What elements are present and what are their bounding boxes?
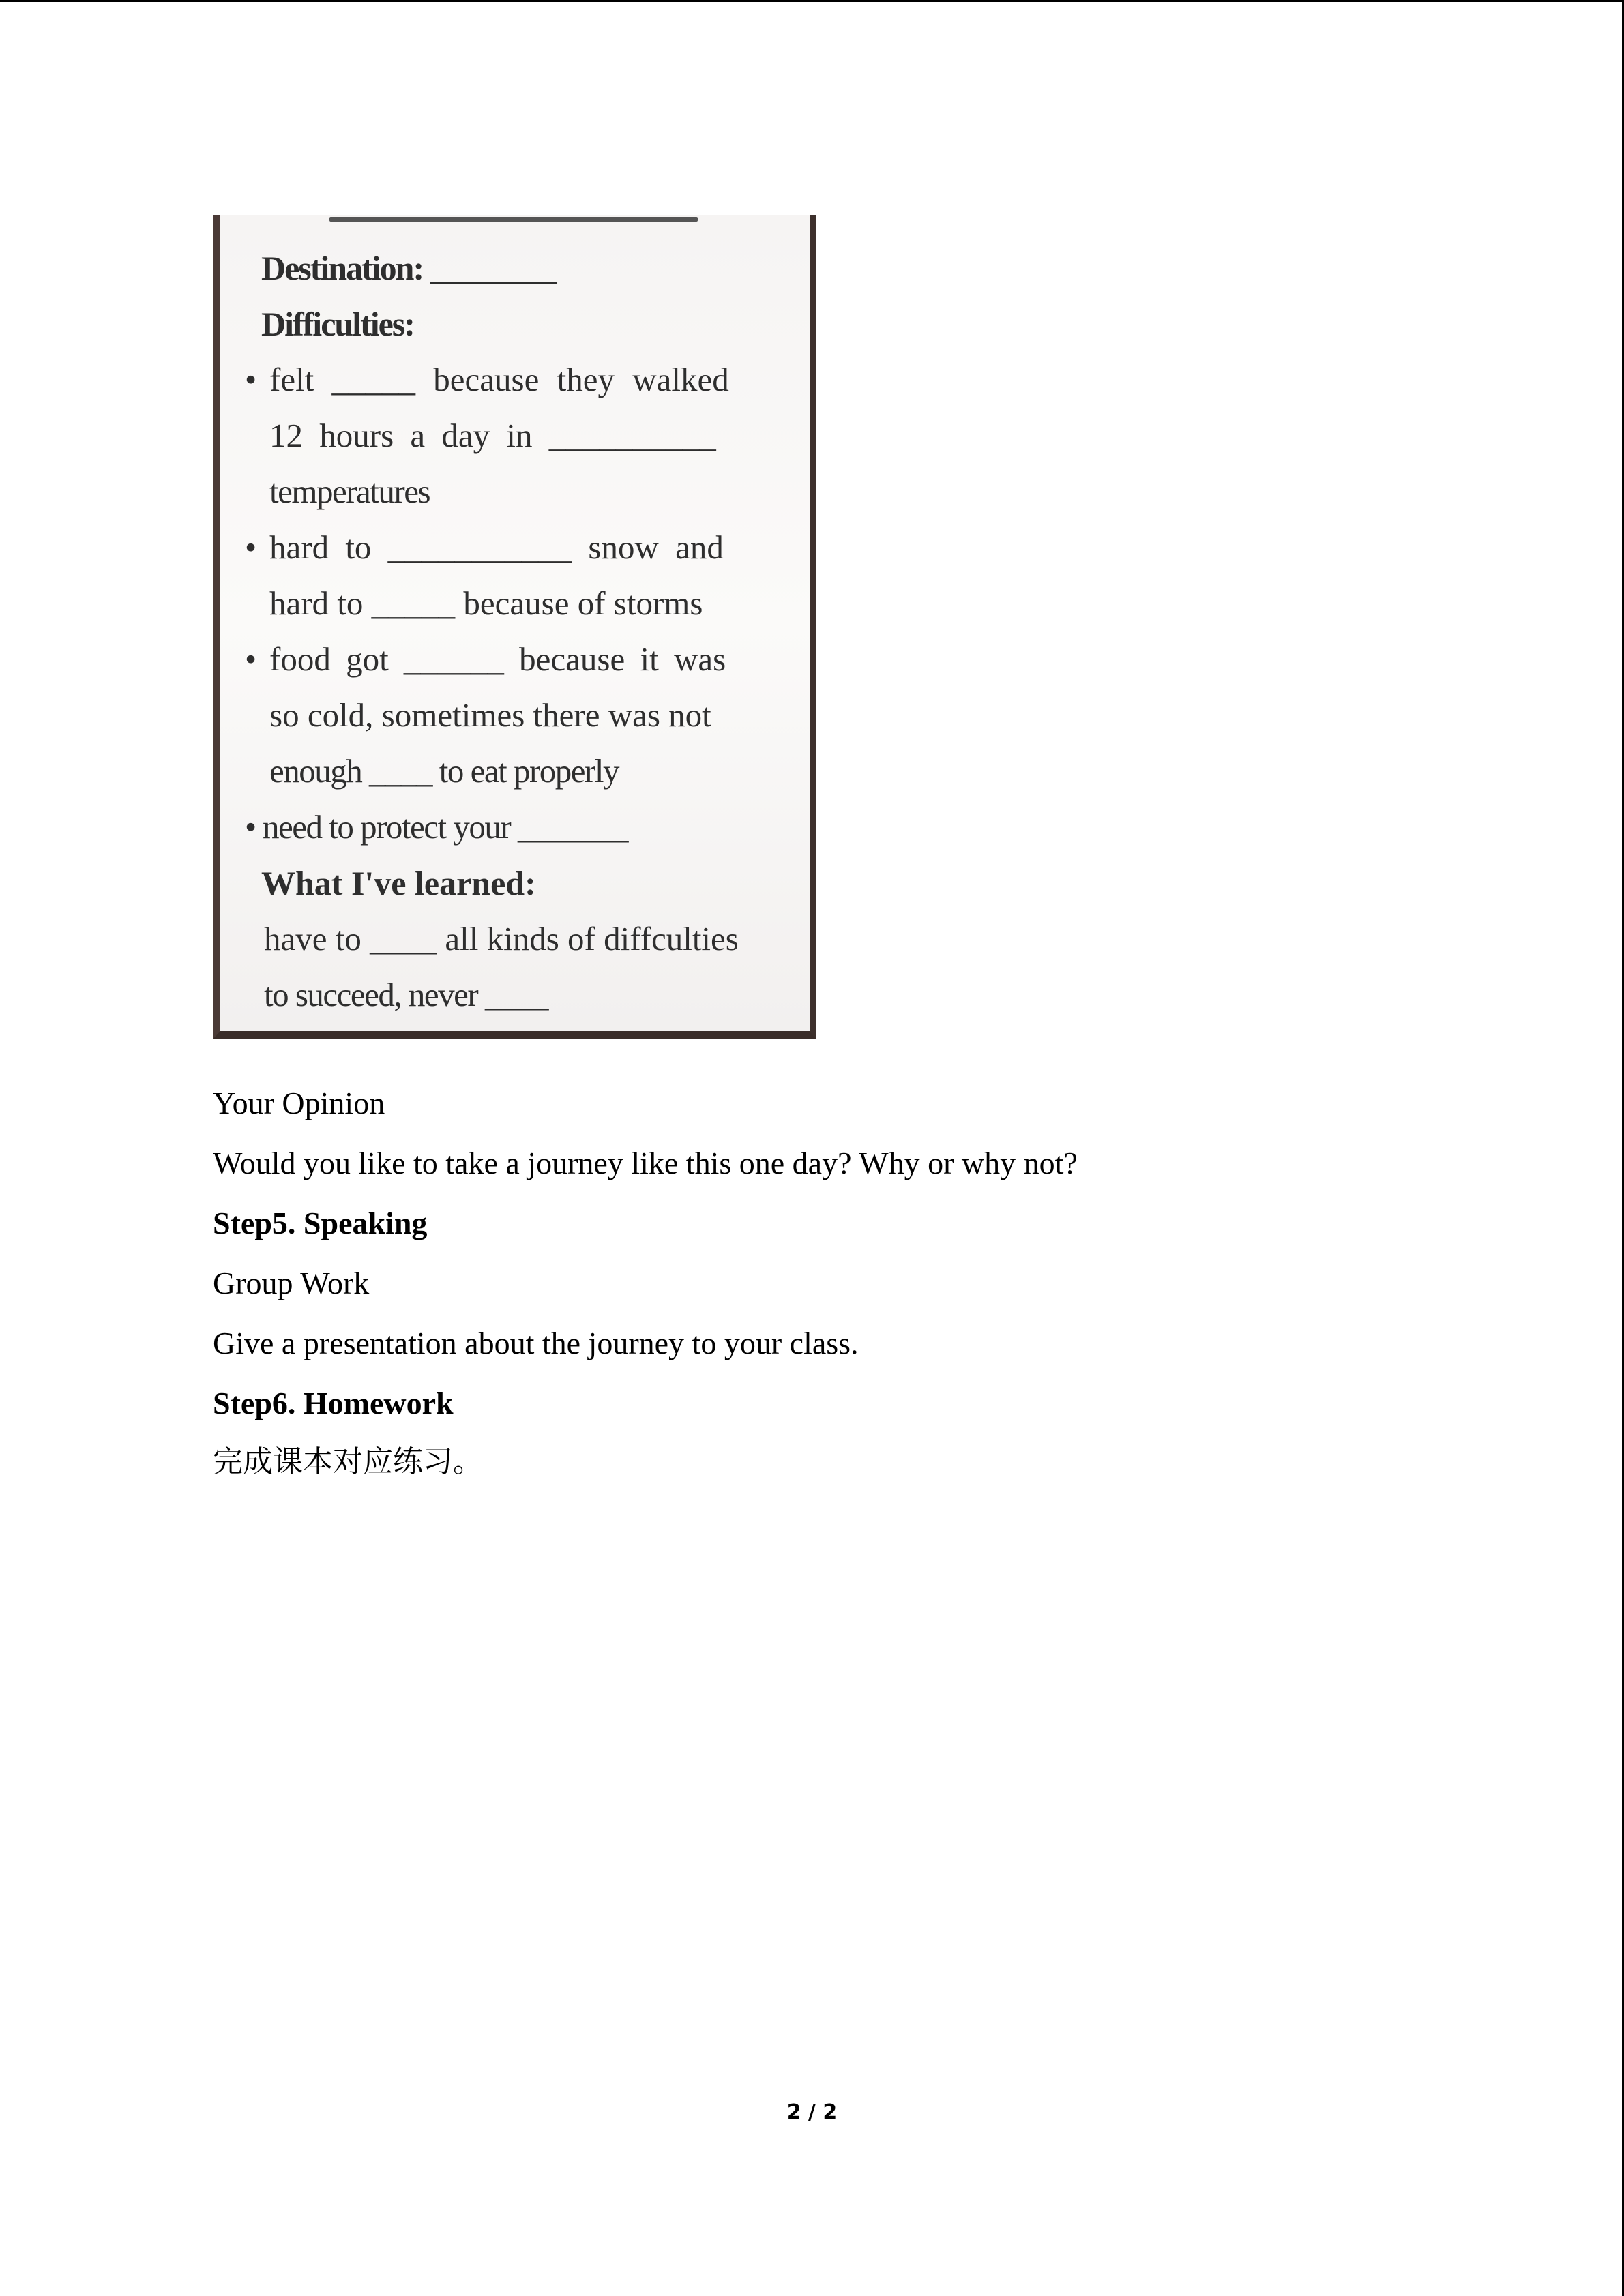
page-top-border <box>0 0 1624 2</box>
worksheet-line: 12 hours a day in __________ <box>269 417 716 454</box>
presentation-task: Give a presentation about the journey to your class. <box>213 1326 859 1360</box>
worksheet-line: hard to _____ because of storms <box>269 584 703 622</box>
difficulties-label: Difficulties: <box>261 305 414 343</box>
bullet: • <box>245 528 257 566</box>
worksheet-line: enough ____ to eat properly <box>269 752 619 790</box>
difficulty-item <box>245 352 791 520</box>
difficulty-item <box>245 631 791 799</box>
worksheet-line: to succeed, never ____ <box>264 976 548 1013</box>
worksheet-line: so cold, sometimes there was not <box>269 696 711 734</box>
group-work-label: Group Work <box>213 1266 370 1300</box>
destination-label: Destination: ________ <box>261 249 556 287</box>
worksheet-line: felt _____ because they walked <box>269 361 729 398</box>
bullet: • <box>245 361 257 398</box>
difficulty-item <box>245 520 791 631</box>
worksheet-line: need to protect your _______ <box>263 808 628 846</box>
worksheet-content <box>245 240 791 1023</box>
bullet: • <box>245 808 256 846</box>
worksheet-line: have to ____ all kinds of diffculties <box>264 920 739 957</box>
learned-heading: What I've learned: <box>261 864 536 902</box>
worksheet-top-line <box>329 217 698 222</box>
bullet: • <box>245 640 257 678</box>
step5-heading: Step5. Speaking <box>213 1206 428 1240</box>
your-opinion-heading: Your Opinion <box>213 1086 385 1120</box>
worksheet-line: hard to ___________ snow and <box>269 528 724 566</box>
page-number: 2 / 2 <box>786 2100 838 2124</box>
step6-heading: Step6. Homework <box>213 1386 454 1420</box>
opinion-question: Would you like to take a journey like this one day? Why or why not? <box>213 1146 1078 1180</box>
homework-text: 完成课本对应练习。 <box>213 1444 483 1479</box>
difficulty-item <box>245 799 791 855</box>
worksheet-line: temperatures <box>269 473 430 510</box>
worksheet-line: food got ______ because it was <box>269 640 726 678</box>
worksheet-image <box>213 215 816 1039</box>
